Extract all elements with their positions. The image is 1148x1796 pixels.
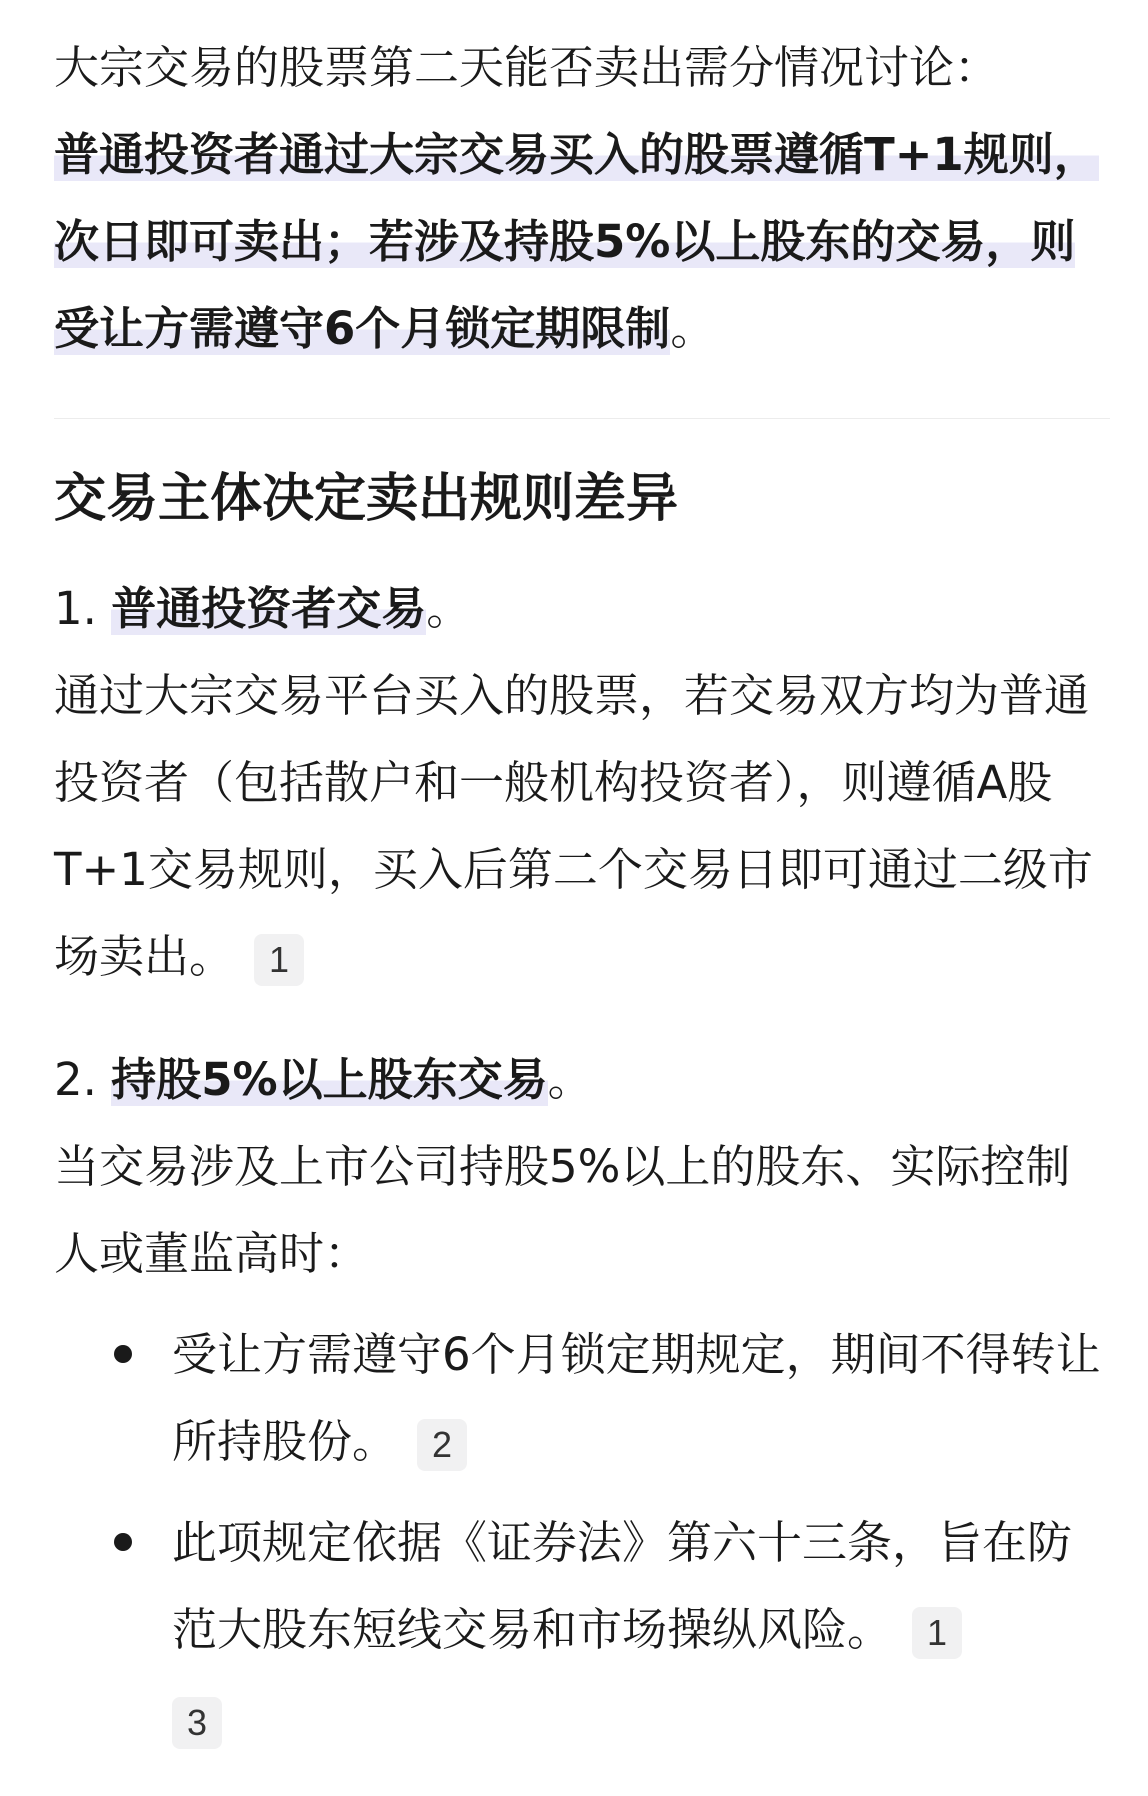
answer-content (54, 24, 1110, 1796)
item-text (54, 652, 1110, 1000)
intro-lead: 大宗交易的股票第二天能否卖出需分情况讨论： (54, 41, 1000, 94)
citation-badge[interactable]: 1 (912, 1607, 962, 1659)
citation-badge[interactable]: 2 (417, 1419, 467, 1471)
bullet-content (120, 1311, 1110, 1485)
bullet-content (120, 1499, 1110, 1760)
bullet-dot (114, 1345, 132, 1363)
intro-summary-highlight: 普通投资者通过大宗交易买入的股票遵循T+1规则，次日即可卖出；若涉及持股5%以上股东的交易，则受让方需遵守6个月锁定期限制 (54, 128, 1099, 355)
bullet-dot (114, 1533, 132, 1551)
citation-badge[interactable]: 1 (254, 934, 304, 986)
divider (54, 418, 1110, 419)
list-item-ordinary-investor (54, 565, 1110, 1000)
item-heading-end: 。 (426, 582, 472, 635)
item-number: 1. (54, 582, 97, 635)
intro-summary-end: 。 (670, 302, 716, 355)
section-title: 交易主体决定卖出规则差异 (54, 469, 679, 529)
list-item-major-shareholder (54, 1036, 1110, 1760)
item-heading-highlight: 普通投资者交易 (111, 582, 427, 635)
item-number: 2. (54, 1053, 97, 1106)
bullet-item (120, 1311, 1110, 1485)
intro-paragraph (54, 24, 1110, 372)
item-text-body: 通过大宗交易平台买入的股票，若交易双方均为普通投资者（包括散户和一般机构投资者），则遵循A股T+1交易规则，买入后第二个交易日即可通过二级市场卖出。 (54, 669, 1093, 983)
bullet-text: 此项规定依据《证券法》第六十三条，旨在防范大股东短线交易和市场操纵风险。 (172, 1516, 1073, 1656)
bullet-item (120, 1499, 1110, 1760)
bullet-list (54, 1311, 1110, 1760)
item-heading-end: 。 (547, 1053, 593, 1106)
item-heading (54, 1036, 1110, 1123)
citation-badge[interactable]: 3 (172, 1697, 222, 1749)
bullet-text: 受让方需遵守6个月锁定期规定，期间不得转让所持股份。 (172, 1328, 1101, 1468)
item-text: 当交易涉及上市公司持股5%以上的股东、实际控制人或董监高时： (54, 1140, 1071, 1280)
item-heading-highlight: 持股5%以上股东交易 (111, 1053, 548, 1106)
item-heading (54, 565, 1110, 652)
